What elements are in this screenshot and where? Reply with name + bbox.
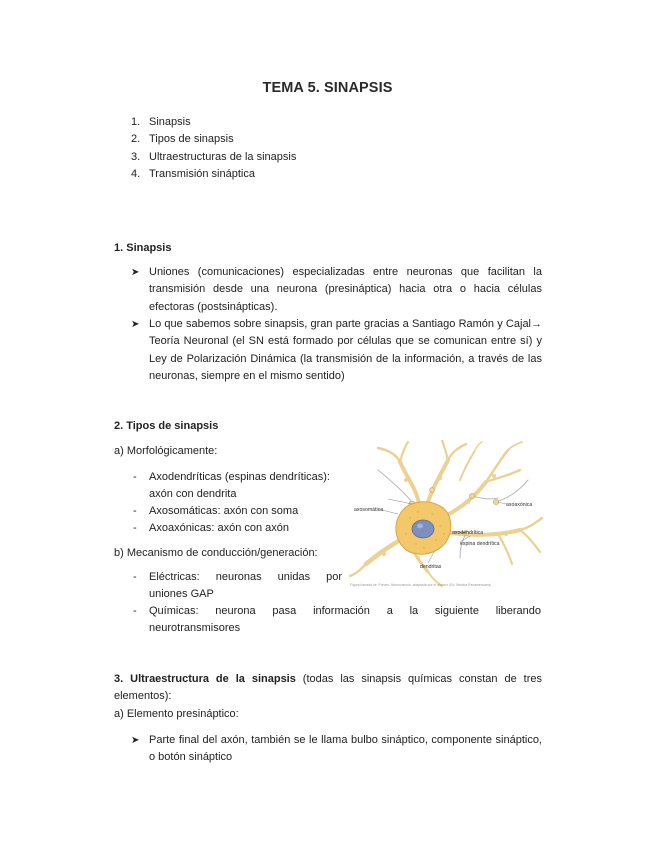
toc-number: 1. [131,116,141,128]
synapse-type-item [133,520,345,537]
dash-bullet: - [133,505,137,517]
arrow-bullet-icon: ➤ [131,319,140,330]
item-text: Axoaxónicas: axón con axón [149,522,290,534]
label-axoaxonica: axoaxónica [506,502,533,508]
neuron-nucleus [412,520,434,538]
synapse-type-item [133,469,345,504]
label-axosomatica: axosomática [354,507,384,513]
item-text: axón con dendrita [149,488,237,501]
section-3-heading-bold: 3. Ultraestructura de la sinapsis [114,673,296,685]
dash-bullet: - [133,471,137,483]
toc-item [131,166,296,183]
label-axodendritica: axodendrítica [452,530,484,536]
arrow-bullet-icon: ➤ [131,267,140,278]
dash-bullet: - [133,605,137,617]
section-1-bullet [131,316,542,385]
synapse-type-item [133,603,541,638]
page-title: TEMA 5. SINAPSIS [262,80,393,96]
item-text: Químicas: neurona pasa información a la siguiente liberando [149,605,541,617]
bullet-text: Uniones (comunicaciones) especializadas entre neuronas que facilitan la transmisión desde una neurona (presináptica) hacia otra o hacia células efectoras (postsinápticas). [149,266,542,313]
toc-item [131,131,296,148]
section-2-heading: 2. Tipos de sinapsis [114,420,219,432]
bullet-text: Lo que sabemos sobre sinapsis, gran parte gracias a Santiago Ramón y Cajal→ Teoría Neuronal (el SN está formado por células que se comunican entre sí) y Ley de Polarización Dinámica (la transmisión de la información, a través de las neuronas, siempre en el mismo sentido) [149,318,542,382]
presynaptic-label: a) Elemento presináptico: [114,708,239,720]
toc-label: Tipos de sinapsis [149,133,234,146]
item-text: neurotransmisores [149,622,241,635]
morphology-label: a) Morfológicamente: [114,445,218,457]
section-1-heading: 1. Sinapsis [114,242,172,254]
synapse-type-item [133,569,342,604]
toc-label: Sinapsis [149,116,191,128]
section-1-bullet [131,264,542,316]
toc-number: 3. [131,150,141,163]
arrow-bullet-icon: ➤ [131,735,140,746]
toc-label: Transmisión sináptica [149,167,255,180]
synapse-type-item [133,503,345,520]
mechanism-label: b) Mecanismo de conducción/generación: [114,547,318,559]
item-text: Axodendríticas (espinas dendríticas): [149,471,330,483]
toc-number: 4. [131,167,141,180]
neuron-synapse-figure [348,440,544,592]
item-text: Axosomáticas: axón con soma [149,505,299,517]
item-text: Eléctricas: neuronas unidas por [149,571,342,583]
toc-label: Ultraestructuras de la sinapsis [149,150,297,163]
bullet-text: Parte final del axón, también se le llama bulbo sináptico, componente sináptico, o botón sináptico [149,734,542,764]
toc-number: 2. [131,133,141,146]
item-text: uniones GAP [149,588,214,601]
label-dendritas: dendritas [420,564,442,570]
toc-item [131,149,296,166]
dash-bullet: - [133,571,137,583]
dash-bullet: - [133,522,137,534]
label-espina-dendritica: espina dendrítica [460,541,500,547]
section-3-bullet [131,732,542,767]
section-3-heading-rest: elementos): [114,690,172,703]
figure-caption: Figura tomada de: Purves, Neurociencia, adaptada por el alumno (Ed. Medica Panamericana) [350,583,492,587]
toc-item [131,114,296,131]
section-3-heading-rest: (todas las sinapsis químicas constan de tres [295,673,542,685]
table-of-contents [131,114,296,183]
section-3-heading [114,671,542,706]
